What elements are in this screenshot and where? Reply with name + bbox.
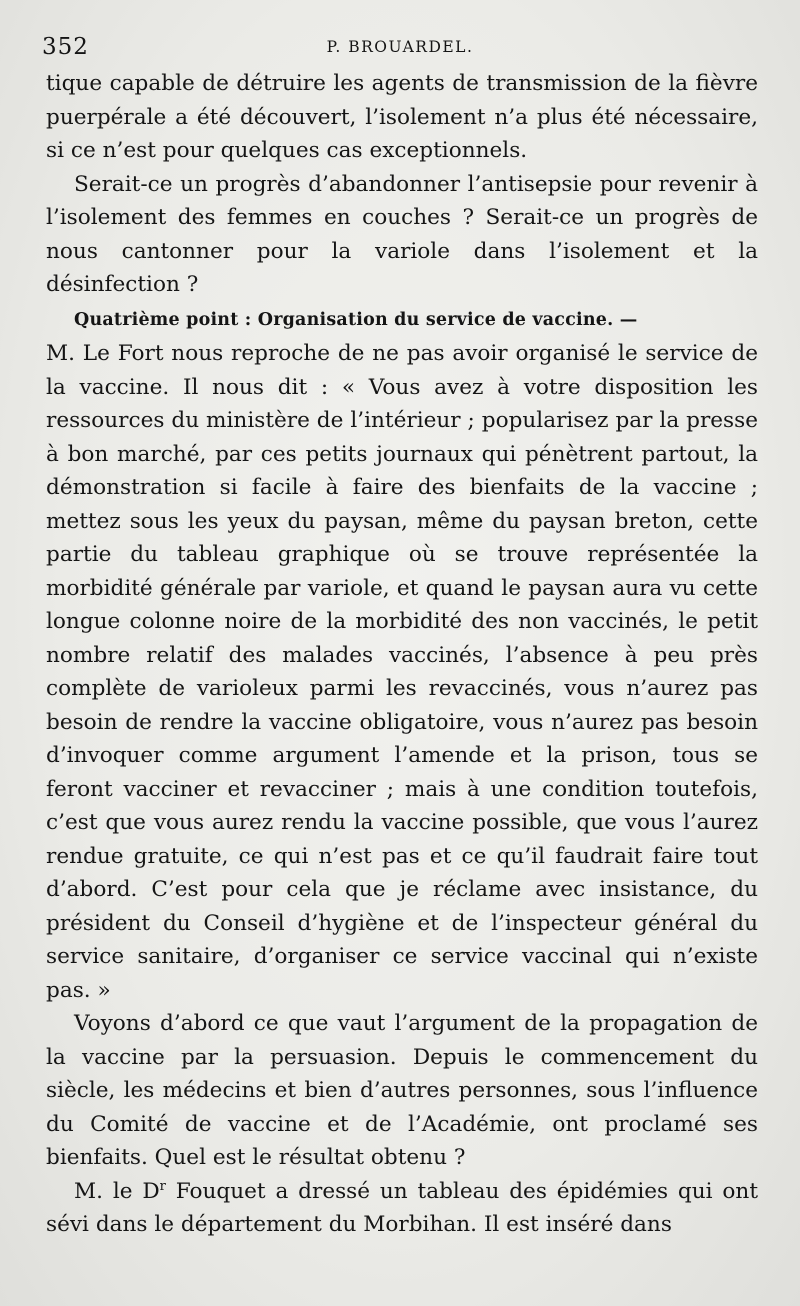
body-text (46, 67, 758, 1242)
paragraph-continued: tique capable de détruire les agents de transmission de la fièvre puerpérale a été découvert, l’isolement n’a plus été nécessaire, si ce n’est pour quelques cas exceptionnels. (46, 71, 758, 163)
paragraph-persuasion: Voyons d’abord ce que vaut l’argument de la propagation de la vaccine par la persuasion. Depuis le commencement du siècle, les médecins et bien d’autres personnes, sous l’influence du Comité de vaccine et de l’Académie, ont proclamé ses bienfaits. Quel est le résultat obtenu ? (46, 1011, 758, 1170)
section-heading: Quatrième point : Organisation du service de vaccine. — (74, 309, 638, 330)
page-number: 352 (42, 34, 89, 60)
fouquet-prefix: M. le D (74, 1178, 160, 1204)
paragraph-fouquet (46, 1175, 758, 1242)
fouquet-text: Fouquet a dressé un tableau des épidémies qui ont sévi dans le département du Morbihan. Il est inséré dans (46, 1178, 758, 1237)
paragraph-le-fort: M. Le Fort nous reproche de ne pas avoir organisé le service de la vaccine. Il nous dit : « Vous avez à votre disposition les ressources du ministère de l’intérieur ; popularisez par la presse à bon marché, par ces petits journaux qui pénètrent partout, la démonstration si facile à faire des bienfaits de la vaccine ; mettez sous les yeux du paysan, même du paysan breton, cette partie du tableau graphique où se trouve représentée la morbidité générale par variole, et quand le paysan aura vu cette longue colonne noire de la morbidité des non vaccinés, le petit nombre relatif des malades vaccinés, l’absence à peu près complète de varioleux parmi les revaccinés, vous n’aurez pas besoin de rendre la vaccine obligatoire, vous n’aurez pas besoin d’invoquer comme argument l’amende et la prison, tous se feront vacciner et revacciner ; mais à une condition toutefois, c’est que vous aurez rendu la vaccine possible, que vous l’aurez rendue gratuite, ce qui n’est pas et ce qu’il faudrait faire tout d’abord. C’est pour cela que je réclame avec insistance, du président du Conseil d’hygiène et de l’inspecteur général du service sanitaire, d’organiser ce service vaccinal qui n’existe pas. » (46, 341, 758, 1003)
superscript-r: r (159, 1178, 166, 1194)
running-head: P. BROUARDEL. (326, 38, 474, 56)
paragraph-quatrieme-point (46, 302, 758, 1008)
page-header (42, 34, 758, 64)
paragraph-antisepsie: Serait-ce un progrès d’abandonner l’antisepsie pour revenir à l’isolement des femmes en couches ? Serait-ce un progrès de nous cantonner pour la variole dans l’isolement et la désinfection ? (46, 171, 758, 297)
